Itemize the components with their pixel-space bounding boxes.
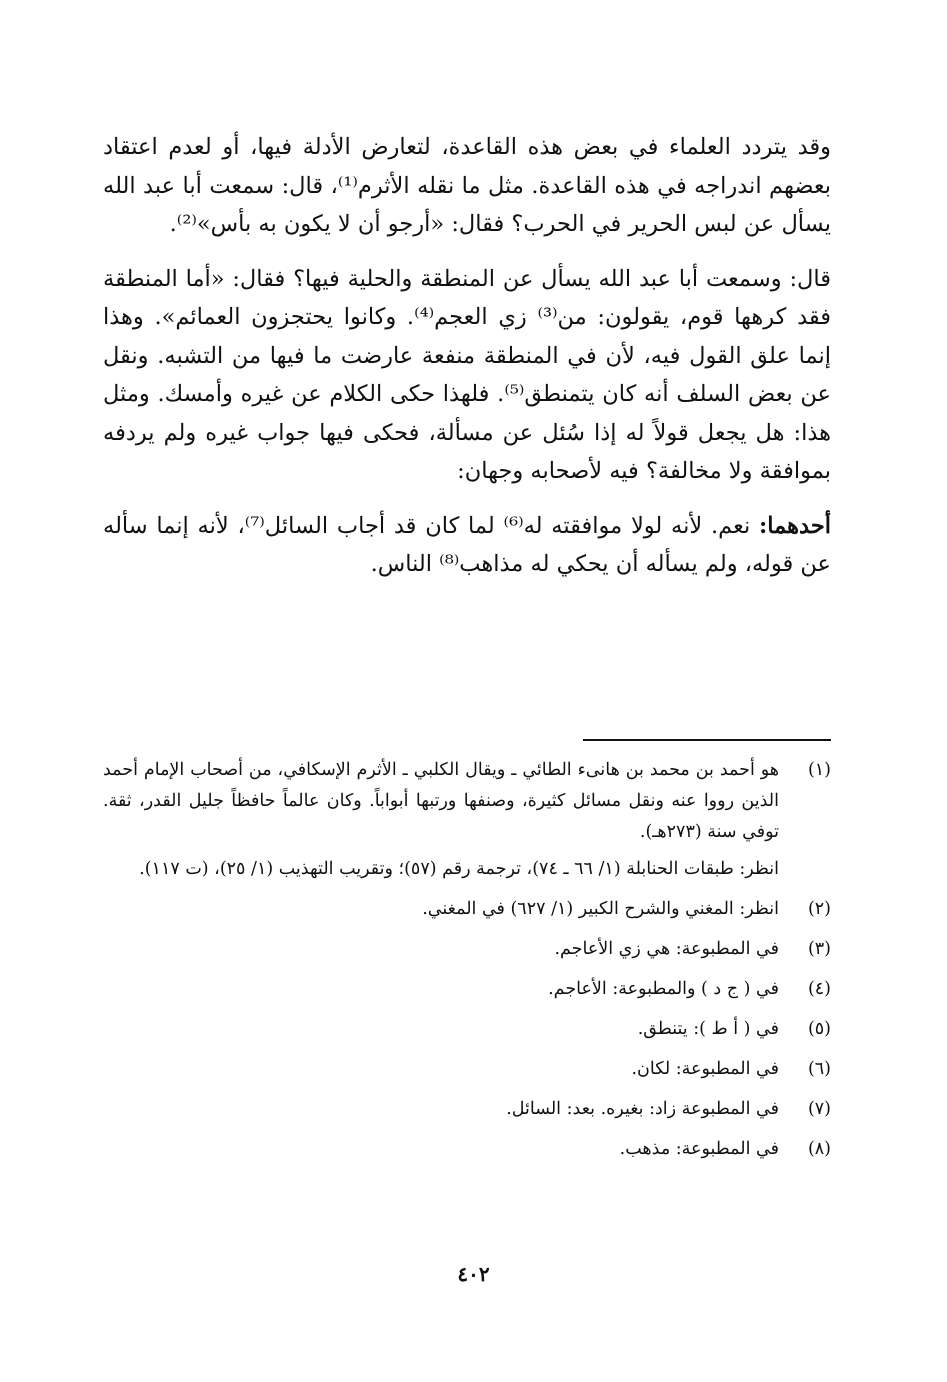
footnote-number: (١) bbox=[807, 760, 831, 780]
footnote-text: انظر: طبقات الحنابلة (١/ ٦٦ ـ ٧٤)، ترجمة رقم (٥٧)؛ وتقريب التهذيب (١/ ٢٥)، (ت ١١٧). bbox=[139, 859, 779, 879]
footnote-number: (٥) bbox=[807, 1019, 831, 1039]
footnote-body bbox=[103, 1134, 779, 1165]
footnote-4 bbox=[103, 974, 831, 1005]
footnote-6 bbox=[103, 1054, 831, 1085]
paragraph-2 bbox=[103, 260, 831, 491]
paragraph-text: قال: وسمعت أبا عبد الله يسأل عن المنطقة والحلية فيها؟ فقال: «أما المنطقة فقد كرهها قوم، يقولون: من⁽³⁾ زي العجم⁽⁴⁾. وكانوا يحتجزون العمائم». وهذا إنما علق القول فيه، لأن في المنطقة منفعة عارضت ما فيها من التشبه. ونقل عن بعض السلف أنه كان يتمنطق⁽⁵⁾. فلهذا حكى الكلام عن غيره وأمسك. ومثل هذا: هل يجعل قولاً له إذا سُئل عن مسألة، فحكى فيها جواب غيره ولم يردفه بموافقة ولا مخالفة؟ فيه لأصحابه وجهان: bbox=[103, 265, 832, 484]
footnote-2 bbox=[103, 894, 831, 925]
footnote-body bbox=[103, 1054, 779, 1085]
footnote-text: في المطبوعة: هي زي الأعاجم. bbox=[554, 939, 779, 959]
main-text bbox=[103, 128, 831, 584]
footnote-text: انظر: المغني والشرح الكبير (١/ ٦٢٧) في المغني. bbox=[422, 899, 779, 919]
footnote-5 bbox=[103, 1014, 831, 1045]
footnote-1 bbox=[103, 755, 831, 885]
footnote-number: (٧) bbox=[807, 1099, 831, 1119]
footnote-separator bbox=[583, 739, 831, 741]
footnote-text: في ( أ ط ): يتنطق. bbox=[637, 1019, 779, 1039]
paragraph-text: وقد يتردد العلماء في بعض هذه القاعدة، لتعارض الأدلة فيها، أو لعدم اعتقاد بعضهم اندراجه في هذه القاعدة. مثل ما نقله الأثرم⁽¹⁾، قال: سمعت أبا عبد الله يسأل عن لبس الحرير في الحرب؟ فقال: «أرجو أن لا يكون به بأس»⁽²⁾. bbox=[103, 134, 831, 237]
footnote-number: (٦) bbox=[807, 1059, 831, 1079]
paragraph-text: نعم. لأنه لولا موافقته له⁽⁶⁾ لما كان قد أجاب السائل⁽⁷⁾، لأنه إنما سأله عن قوله، ولم يسأله أن يحكي له مذاهب⁽⁸⁾ الناس. bbox=[103, 512, 831, 577]
footnotes bbox=[103, 755, 831, 1165]
footnote-body bbox=[103, 755, 779, 885]
footnote-text: في المطبوعة: مذهب. bbox=[619, 1139, 779, 1159]
footnote-number: (٣) bbox=[807, 939, 831, 959]
footnote-text: في المطبوعة: لكان. bbox=[631, 1059, 779, 1079]
footnote-number: (٢) bbox=[807, 899, 831, 919]
footnote-text: هو أحمد بن محمد بن هانىء الطائي ـ ويقال الكلبي ـ الأثرم الإسكافي، من أصحاب الإمام أحمد الذين رووا عنه ونقل مسائل كثيرة، وصنفها ورتبها أبواباً. وكان عالماً حافظاً جليل القدر، ثقة. توفي سنة (٢٧٣هـ). bbox=[103, 760, 779, 842]
footnote-7 bbox=[103, 1094, 831, 1125]
footnote-text: في المطبوعة زاد: بغيره. بعد: السائل. bbox=[506, 1099, 779, 1119]
paragraph-lead: أحدهما: bbox=[758, 512, 831, 539]
page-number: ٤٠٢ bbox=[457, 1262, 490, 1286]
footnote-body bbox=[103, 1014, 779, 1045]
footnote-number: (٤) bbox=[807, 979, 831, 999]
footnote-3 bbox=[103, 934, 831, 965]
footnote-8 bbox=[103, 1134, 831, 1165]
paragraph-3 bbox=[103, 507, 831, 584]
footnote-number: (٨) bbox=[807, 1139, 831, 1159]
footnote-body bbox=[103, 974, 779, 1005]
paragraph-1 bbox=[103, 128, 831, 244]
footnote-text: في ( ج د ) والمطبوعة: الأعاجم. bbox=[548, 979, 779, 999]
footnote-body bbox=[103, 934, 779, 965]
footnote-body bbox=[103, 894, 779, 925]
footnote-body bbox=[103, 1094, 779, 1125]
